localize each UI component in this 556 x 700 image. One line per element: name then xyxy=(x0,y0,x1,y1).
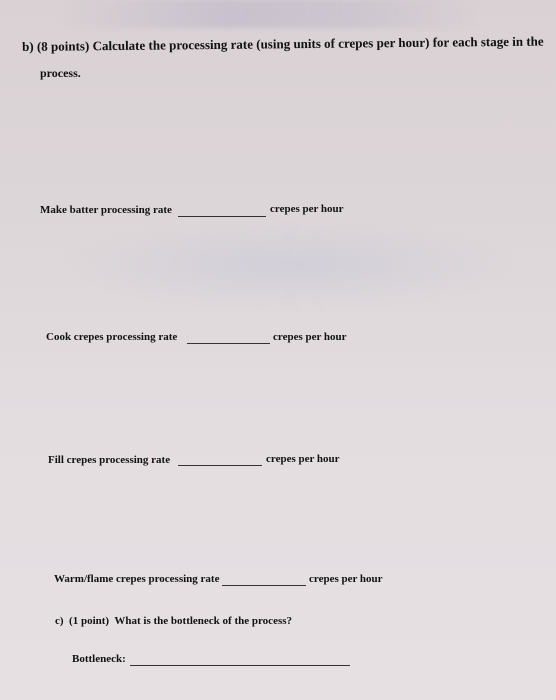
row-fill-crepes-blank[interactable] xyxy=(178,465,262,466)
row-warm-flame-label: Warm/flame crepes processing rate xyxy=(54,573,220,585)
row-cook-crepes-label: Cook crepes processing rate xyxy=(46,331,178,343)
bottleneck-label: Bottleneck: xyxy=(72,653,126,665)
question-c-line xyxy=(55,615,292,627)
question-b-text: Calculate the processing rate (using units of crepes per hour) for each stage in the xyxy=(92,33,544,54)
question-b-line xyxy=(22,33,544,55)
row-warm-flame-blank[interactable] xyxy=(222,585,306,586)
row-make-batter-label: Make batter processing rate xyxy=(40,204,172,216)
question-c-points: (1 point) xyxy=(69,615,110,627)
row-cook-crepes-unit: crepes per hour xyxy=(273,331,347,343)
row-warm-flame-unit: crepes per hour xyxy=(309,573,383,585)
ink-bleed-middle xyxy=(60,220,520,310)
row-cook-crepes-blank[interactable] xyxy=(187,343,270,344)
question-b-label: b) xyxy=(22,38,34,54)
ink-bleed-top xyxy=(60,0,480,28)
question-b-points: (8 points) xyxy=(36,38,90,54)
row-fill-crepes-label: Fill crepes processing rate xyxy=(48,454,171,466)
question-b-continuation: process. xyxy=(40,66,81,80)
row-make-batter-blank[interactable] xyxy=(178,216,266,217)
row-fill-crepes-unit: crepes per hour xyxy=(266,453,340,465)
row-make-batter-unit: crepes per hour xyxy=(270,203,344,215)
question-c-text: What is the bottleneck of the process? xyxy=(114,615,293,627)
bottleneck-blank[interactable] xyxy=(130,665,350,666)
question-c-label: c) xyxy=(55,615,64,627)
